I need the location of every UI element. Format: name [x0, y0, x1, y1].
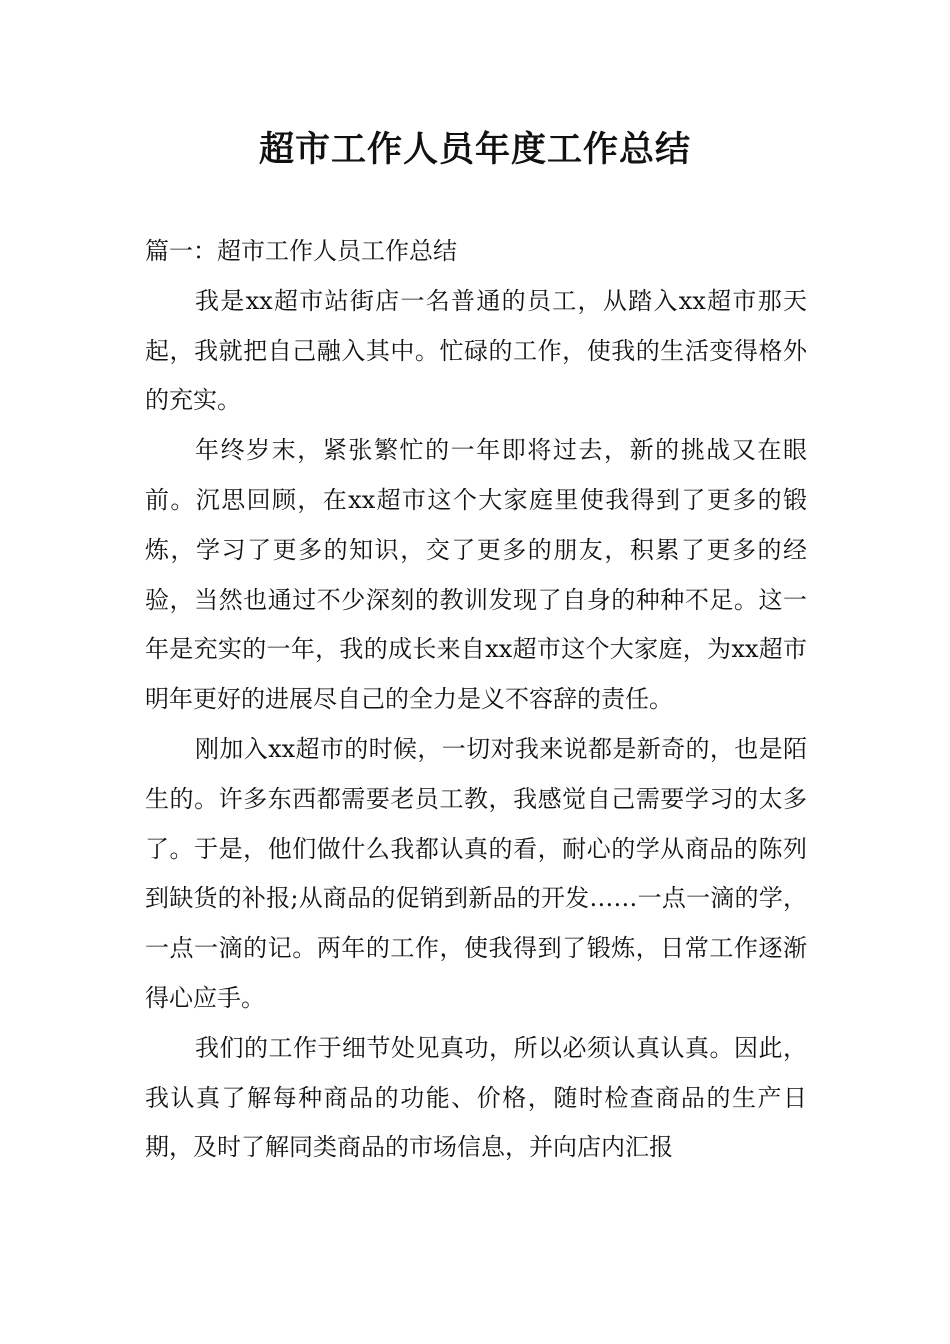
document-title: 超市工作人员年度工作总结 — [258, 130, 691, 170]
document-body — [145, 227, 807, 1173]
section-heading: 篇一：超市工作人员工作总结 — [145, 237, 457, 265]
paragraph-4: 我们的工作于细节处见真功，所以必须认真认真。因此，我认真了解每种商品的功能、价格，随时检查商品的生产日期，及时了解同类商品的市场信息，并向店内汇报 — [145, 1033, 807, 1162]
paragraph-1: 我是xx超市站街店一名普通的员工，从踏入xx超市那天起，我就把自己融入其中。忙碌的工作，使我的生活变得格外的充实。 — [145, 286, 807, 415]
paragraph-2: 年终岁末，紧张繁忙的一年即将过去，新的挑战又在眼前。沉思回顾，在xx超市这个大家庭里使我得到了更多的锻炼，学习了更多的知识，交了更多的朋友，积累了更多的经验，当然也通过不少深刻的教训发现了自身的种种不足。这一年是充实的一年，我的成长来自xx超市这个大家庭，为xx超市明年更好的进展尽自己的全力是义不容辞的责任。 — [145, 436, 807, 714]
paragraph-3: 刚加入xx超市的时候，一切对我来说都是新奇的，也是陌生的。许多东西都需要老员工教，我感觉自己需要学习的太多了。于是，他们做什么我都认真的看，耐心的学从商品的陈列到缺货的补报;从商品的促销到新品的开发……一点一滴的学，一点一滴的记。两年的工作，使我得到了锻炼，日常工作逐渐得心应手。 — [145, 734, 807, 1012]
